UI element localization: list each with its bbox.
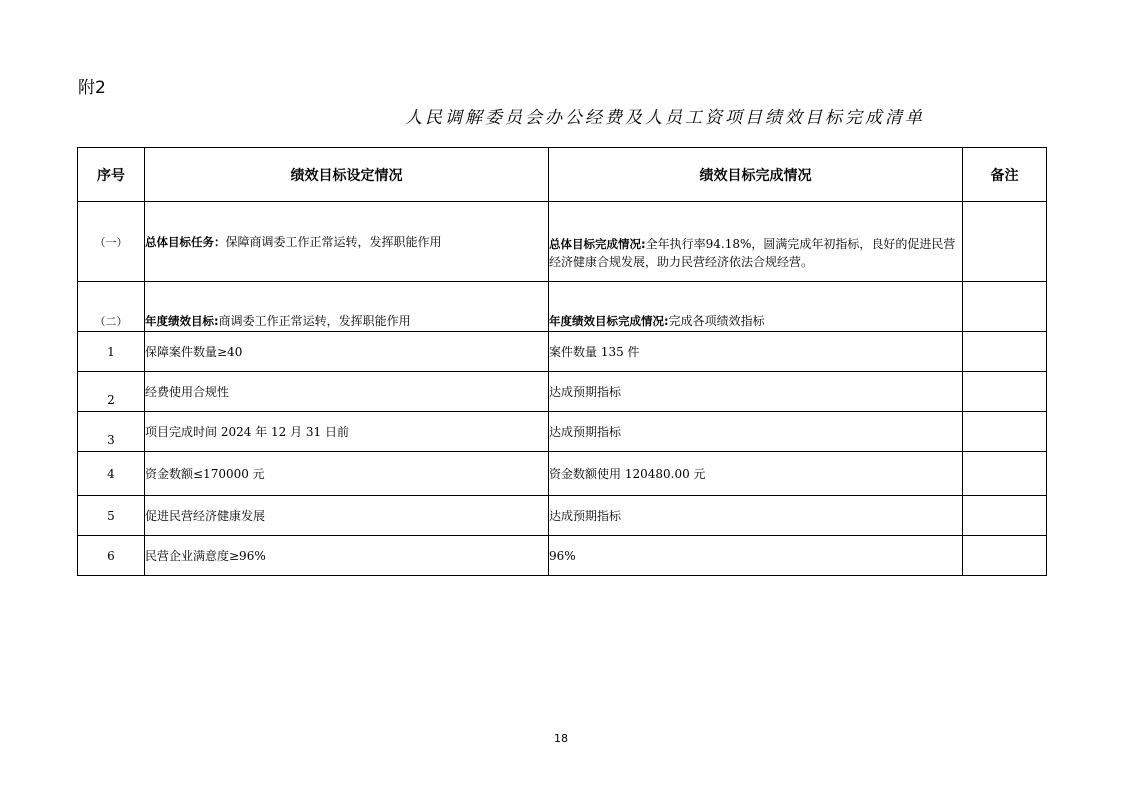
row-completion: 达成预期指标: [549, 372, 963, 412]
annual-target-text: 商调委工作正常运转，发挥职能作用: [218, 314, 411, 328]
row-seq: 6: [78, 536, 145, 576]
annual-completion-cell: [549, 282, 963, 332]
row-seq: 2: [78, 372, 145, 412]
header-seq: 序号: [78, 148, 145, 202]
row-target: 促进民营经济健康发展: [145, 496, 549, 536]
annual-completion-text: 完成各项绩效指标: [668, 314, 765, 328]
row-completion: 资金数额使用 120480.00 元: [549, 452, 963, 496]
table-row: [78, 536, 1047, 576]
table-row: [78, 412, 1047, 452]
row-seq: 3: [78, 412, 145, 452]
performance-table: [77, 147, 1047, 576]
row-remarks: [963, 332, 1047, 372]
header-target-setting: 绩效目标设定情况: [145, 148, 549, 202]
row-remarks: [963, 452, 1047, 496]
annual-seq: （二）: [78, 282, 145, 332]
row-completion: 案件数量 135 件: [549, 332, 963, 372]
overall-completion-label: 总体目标完成情况:: [549, 237, 646, 251]
annual-completion-label: 年度绩效目标完成情况:: [549, 314, 669, 328]
row-seq: 1: [78, 332, 145, 372]
header-remarks: 备注: [963, 148, 1047, 202]
row-remarks: [963, 496, 1047, 536]
row-remarks: [963, 372, 1047, 412]
overall-completion-text: 全年执行率94.18%，圆满完成年初指标，良好的促进民营 经济健康合规发展，助力民营经济依法合规经营。: [549, 237, 956, 269]
row-target: 民营企业满意度≥96%: [145, 536, 549, 576]
row-completion: 96%: [549, 536, 963, 576]
table-row: [78, 332, 1047, 372]
table-row: [78, 372, 1047, 412]
annual-target-cell: [145, 282, 549, 332]
overall-remarks: [963, 202, 1047, 282]
overall-target-text: 保障商调委工作正常运转，发挥职能作用: [225, 234, 442, 249]
overall-target-row: [78, 202, 1047, 282]
table-header-row: [78, 148, 1047, 202]
attachment-label: 附2: [78, 78, 106, 98]
row-remarks: [963, 536, 1047, 576]
row-target: 保障案件数量≥40: [145, 332, 549, 372]
row-completion: 达成预期指标: [549, 496, 963, 536]
annual-remarks: [963, 282, 1047, 332]
row-seq: 5: [78, 496, 145, 536]
overall-completion-cell: [549, 202, 963, 282]
row-completion: 达成预期指标: [549, 412, 963, 452]
page-number: 18: [554, 732, 568, 745]
overall-target-cell: [145, 202, 549, 282]
overall-target-label: 总体目标任务：: [145, 234, 226, 249]
row-target: 项目完成时间 2024 年 12 月 31 日前: [145, 412, 549, 452]
row-seq: 4: [78, 452, 145, 496]
row-target: 资金数额≤170000 元: [145, 452, 549, 496]
header-completion: 绩效目标完成情况: [549, 148, 963, 202]
row-target: 经费使用合规性: [145, 372, 549, 412]
annual-target-label: 年度绩效目标:: [145, 314, 219, 328]
document-title: 人民调解委员会办公经费及人员工资项目绩效目标完成清单: [405, 108, 925, 128]
annual-target-row: [78, 282, 1047, 332]
table-row: [78, 452, 1047, 496]
overall-seq: （一）: [78, 202, 145, 282]
row-remarks: [963, 412, 1047, 452]
table-row: [78, 496, 1047, 536]
